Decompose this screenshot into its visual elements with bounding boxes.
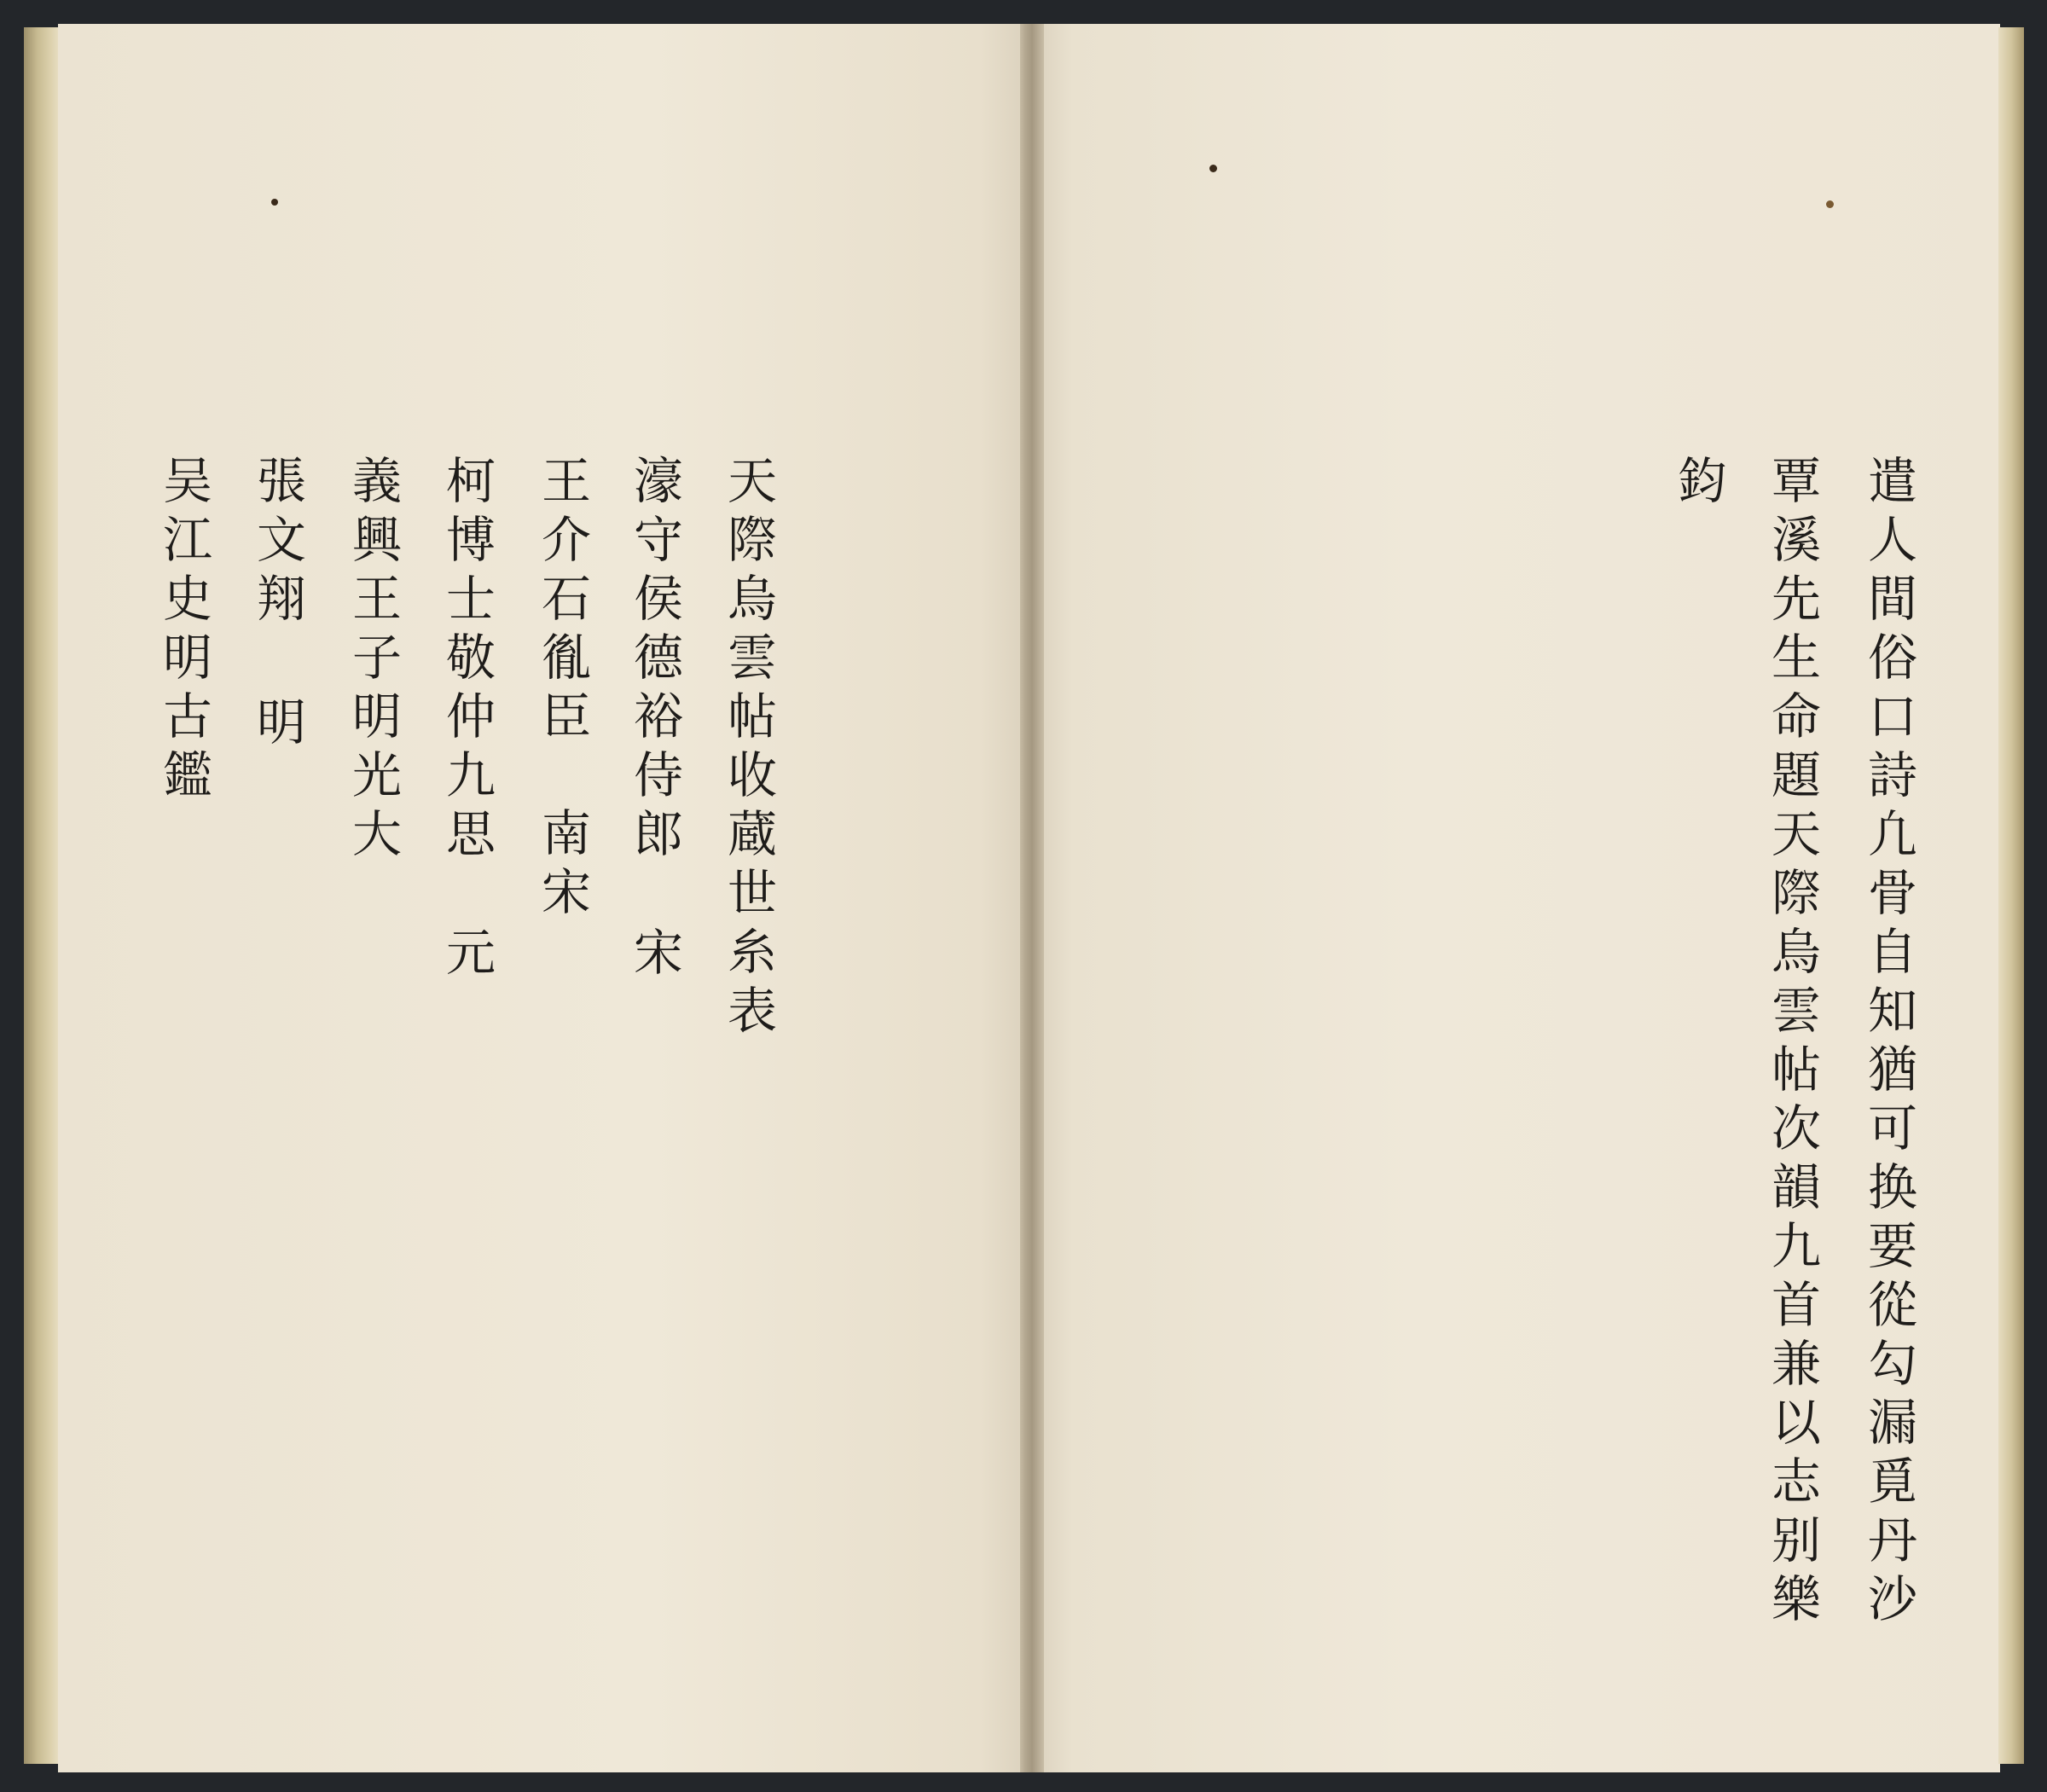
collector-name: 張文翔 bbox=[248, 455, 306, 631]
collector-name: 濠守侯德裕侍郎 bbox=[625, 455, 683, 867]
ink-spot bbox=[1209, 165, 1217, 172]
collector-dynasty: 宋 bbox=[625, 926, 683, 985]
open-book bbox=[24, 24, 2024, 1772]
collector-dynasty: 明 bbox=[248, 696, 306, 755]
collector-name: 吴江史明古鑑 bbox=[154, 455, 212, 808]
book-gutter bbox=[1020, 24, 1044, 1772]
collector-name: 柯博士敬仲九思 bbox=[438, 455, 496, 867]
right-page bbox=[1024, 24, 2000, 1772]
poem-line: 遣人間俗口詩凢骨自知猶可换要從勾漏覓丹沙 bbox=[1859, 455, 1917, 1632]
table-title: 天際烏雲帖收蔵世糸表 bbox=[719, 455, 777, 1043]
collector-name: 義興王子明光大 bbox=[344, 455, 402, 867]
collector-dynasty: 元 bbox=[438, 926, 496, 985]
left-page bbox=[58, 24, 1039, 1772]
left-page-edge bbox=[24, 27, 58, 1764]
collector-dynasty: 南宋 bbox=[533, 807, 591, 925]
ink-spot bbox=[1826, 200, 1834, 208]
poem-line: 鈞 bbox=[1669, 455, 1727, 513]
poem-line: 覃溪先生命題天際烏雲帖次韻九首兼以志别樂 bbox=[1763, 455, 1821, 1632]
collector-name: 王介石㣧臣 bbox=[533, 455, 591, 749]
ink-spot bbox=[271, 199, 278, 206]
right-page-edge bbox=[1998, 27, 2024, 1764]
